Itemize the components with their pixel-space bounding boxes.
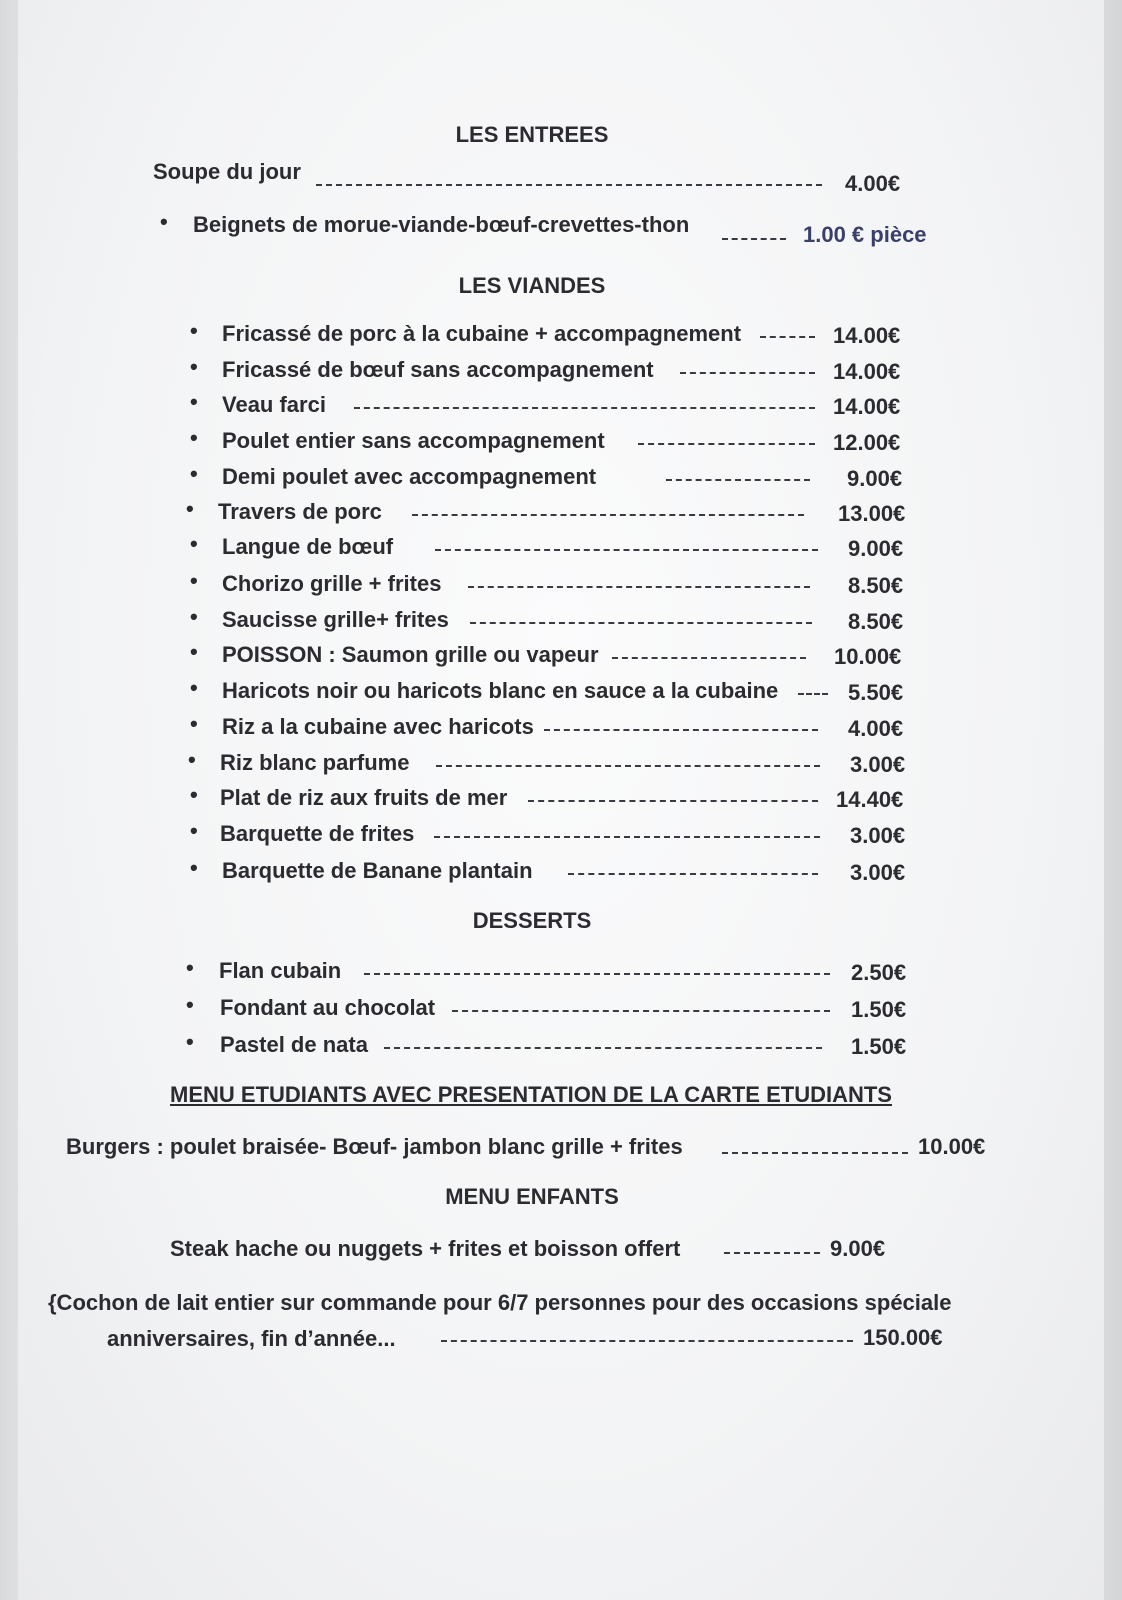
- leader-dots: [680, 372, 815, 374]
- menu-item-price: 3.00€: [850, 823, 906, 848]
- leader-dots: [666, 479, 810, 481]
- menu-item-price: 3.00€: [850, 752, 906, 777]
- menu-item-price: 14.00€: [833, 394, 901, 419]
- menu-item-price: 1.00 € pièce: [803, 222, 927, 247]
- menu-item-name: Veau farci: [222, 392, 326, 417]
- section-heading-etudiants: MENU ETUDIANTS AVEC PRESENTATION DE LA CARTE ETUDIANTS: [170, 1082, 892, 1107]
- bullet-icon: •: [186, 496, 194, 521]
- menu-item-name: Chorizo grille + frites: [222, 571, 442, 596]
- bullet-icon: •: [190, 318, 198, 343]
- menu-item-price: 9.00€: [830, 1236, 886, 1261]
- special-order-note-line2: anniversaires, fin d’année...: [107, 1326, 396, 1351]
- menu-item-price: 14.40€: [836, 787, 904, 812]
- menu-item-price: 8.50€: [848, 573, 904, 598]
- menu-item-name: Plat de riz aux fruits de mer: [220, 785, 508, 810]
- menu-item-price: 8.50€: [848, 609, 904, 634]
- menu-item-name: Saucisse grille+ frites: [222, 607, 449, 632]
- bullet-icon: •: [186, 955, 194, 980]
- leader-dots: [316, 184, 822, 186]
- menu-item-name: Riz blanc parfume: [220, 750, 410, 775]
- bullet-icon: •: [190, 568, 198, 593]
- menu-item-name: Travers de porc: [218, 499, 382, 524]
- menu-item-price: 10.00€: [918, 1134, 986, 1159]
- leader-dots: [412, 514, 804, 516]
- leader-dots: [434, 836, 820, 838]
- section-heading-enfants: MENU ENFANTS: [445, 1184, 619, 1209]
- menu-item-name: Fricassé de bœuf sans accompagnement: [222, 357, 654, 382]
- leader-dots: [354, 407, 815, 409]
- bullet-icon: •: [190, 531, 198, 556]
- leader-dots: [364, 973, 830, 975]
- leader-dots: [470, 622, 812, 624]
- menu-item-price: 2.50€: [851, 960, 907, 985]
- menu-item-name: Soupe du jour: [153, 159, 301, 184]
- menu-item-name: Fondant au chocolat: [220, 995, 436, 1020]
- menu-item-name: Pastel de nata: [220, 1032, 368, 1057]
- menu-item-name: Burgers : poulet braisée- Bœuf- jambon blanc grille + frites: [66, 1134, 683, 1159]
- leader-dots: [452, 1010, 830, 1012]
- menu-item-price: 1.50€: [851, 1034, 907, 1059]
- menu-item-price: 10.00€: [834, 644, 902, 669]
- leader-dots: [568, 873, 818, 875]
- leader-dots: [441, 1340, 853, 1342]
- menu-item-name: Poulet entier sans accompagnement: [222, 428, 605, 453]
- menu-item-name: Riz a la cubaine avec haricots: [222, 714, 534, 739]
- bullet-icon: •: [190, 855, 198, 880]
- menu-item-price: 14.00€: [833, 323, 901, 348]
- bullet-icon: •: [188, 747, 196, 772]
- menu-item-price: 5.50€: [848, 680, 904, 705]
- menu-item-name: Flan cubain: [219, 958, 342, 983]
- leader-dots: [722, 1152, 908, 1154]
- bullet-icon: •: [190, 461, 198, 486]
- leader-dots: [468, 586, 810, 588]
- bullet-icon: •: [190, 425, 198, 450]
- menu-item-price: 4.00€: [848, 716, 904, 741]
- menu-item-name: Haricots noir ou haricots blanc en sauce a la cubaine: [222, 678, 779, 703]
- menu-item-price: 9.00€: [847, 466, 903, 491]
- leader-dots: [435, 549, 818, 551]
- leader-dots: [724, 1252, 820, 1254]
- leader-dots: [760, 336, 815, 338]
- leader-dots: [384, 1047, 822, 1049]
- leader-dots: [436, 765, 820, 767]
- menu-item-price: 14.00€: [833, 359, 901, 384]
- menu-item-price: 12.00€: [833, 430, 901, 455]
- menu-item-name: POISSON : Saumon grille ou vapeur: [222, 642, 599, 667]
- bullet-icon: •: [190, 782, 198, 807]
- leader-dots: [638, 443, 815, 445]
- menu-item-price: 13.00€: [838, 501, 906, 526]
- leader-dots: [544, 729, 818, 731]
- bullet-icon: •: [190, 389, 198, 414]
- section-heading-viandes: LES VIANDES: [458, 273, 606, 298]
- menu-item-price: 1.50€: [851, 997, 907, 1022]
- menu-item-price: 4.00€: [845, 171, 901, 196]
- bullet-icon: •: [186, 992, 194, 1017]
- leader-dots: [528, 800, 818, 802]
- bullet-icon: •: [190, 711, 198, 736]
- special-order-note: {Cochon de lait entier sur commande pour 6/7 personnes pour des occasions spéciale: [48, 1290, 952, 1315]
- leader-dots: [722, 238, 786, 240]
- section-heading-desserts: DESSERTS: [472, 908, 592, 933]
- menu-item-name: Demi poulet avec accompagnement: [222, 464, 597, 489]
- bullet-icon: •: [190, 818, 198, 843]
- menu-item-price: 3.00€: [850, 860, 906, 885]
- menu-item-name: Steak hache ou nuggets + frites et boisson offert: [170, 1236, 681, 1261]
- bullet-icon: •: [190, 639, 198, 664]
- section-heading-entrees: LES ENTREES: [455, 122, 609, 147]
- bullet-icon: •: [190, 354, 198, 379]
- menu-item-price: 150.00€: [863, 1325, 943, 1350]
- bullet-icon: •: [190, 604, 198, 629]
- bullet-icon: •: [186, 1029, 194, 1054]
- menu-item-name: Fricassé de porc à la cubaine + accompagnement: [222, 321, 742, 346]
- leader-dots: [798, 693, 828, 695]
- menu-item-name: Langue de bœuf: [222, 534, 394, 559]
- leader-dots: [612, 657, 806, 659]
- bullet-icon: •: [190, 675, 198, 700]
- menu-item-name: Barquette de frites: [220, 821, 415, 846]
- bullet-icon: •: [160, 209, 168, 234]
- menu-item-price: 9.00€: [848, 536, 904, 561]
- menu-item-name: Beignets de morue-viande-bœuf-crevettes-thon: [193, 212, 690, 237]
- menu-item-name: Barquette de Banane plantain: [222, 858, 533, 883]
